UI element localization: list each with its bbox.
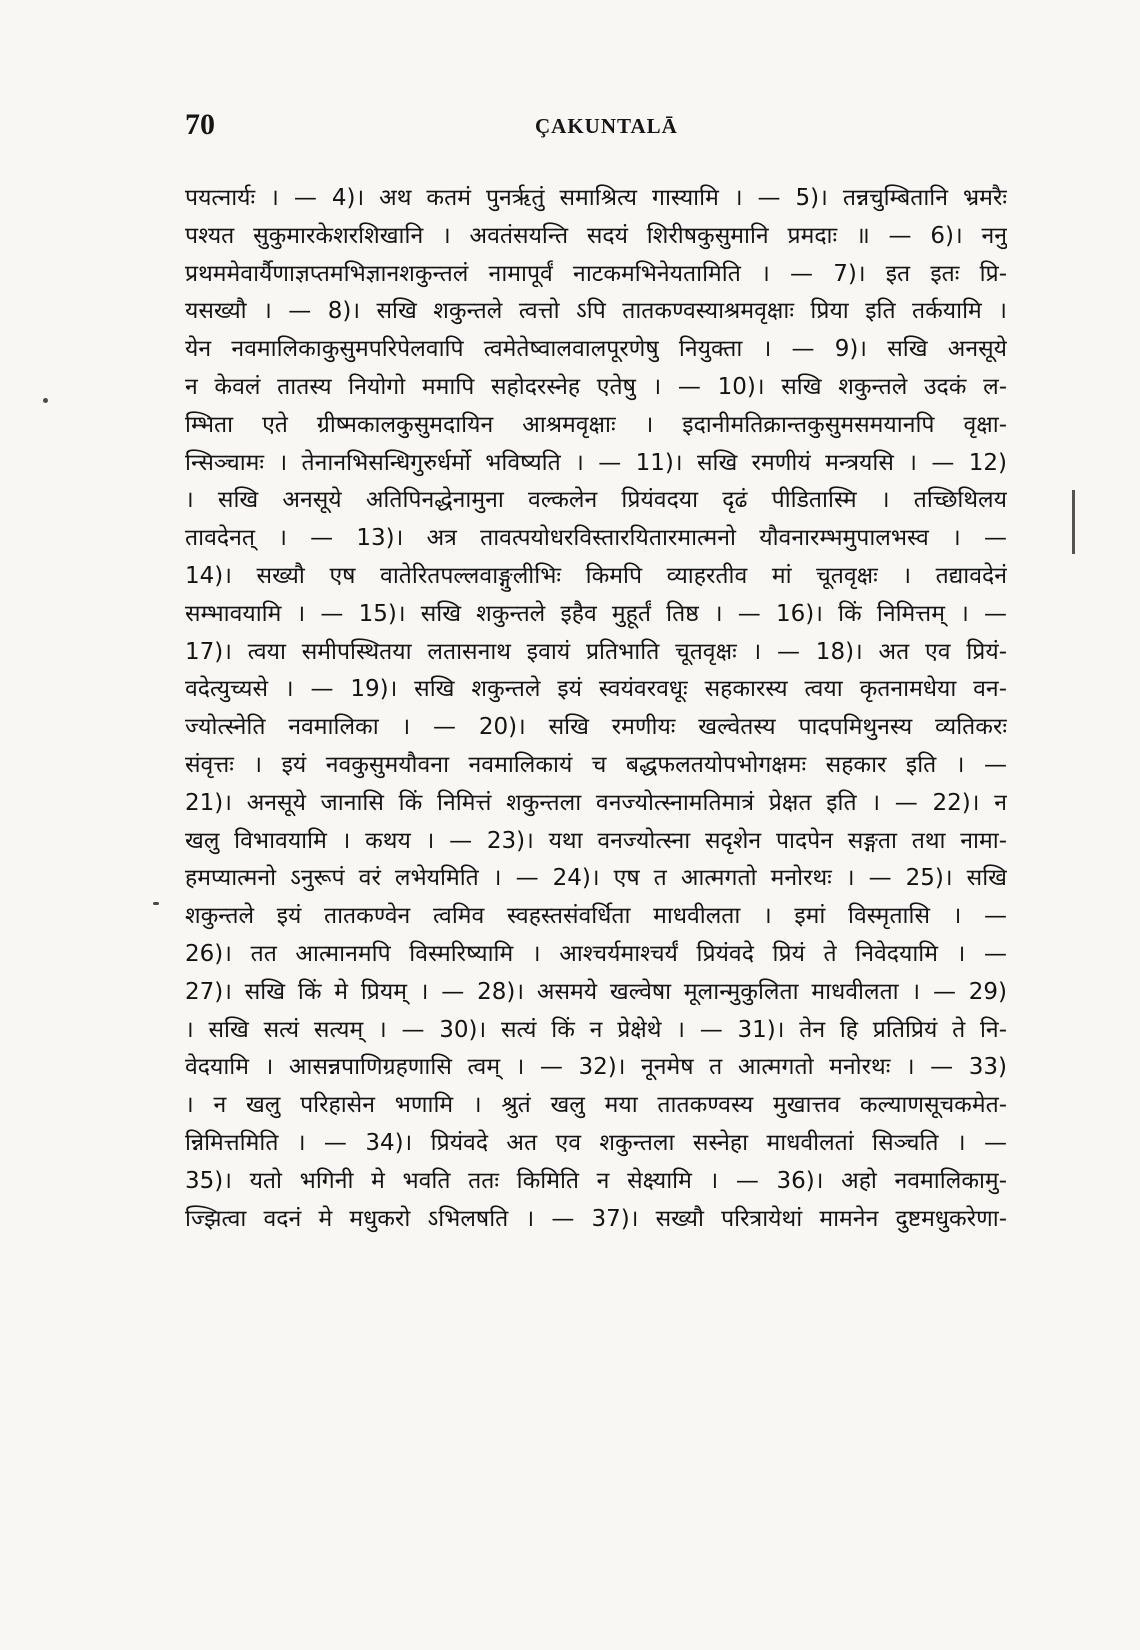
text-line: । न खलु परिहासेन भणामि । श्रुतं खलु मया तातकण्वस्य मुखात्तव कल्याणसूचकमेत- [185,1092,1007,1119]
text-line: 35)। यतो भगिनी मे भवति ततः किमिति न सेक्ष्यामि । — 36)। अहो नवमालिकामु- [185,1167,1007,1194]
text-line: 14)। सख्यौ एष वातेरितपल्लवाङ्गुलीभिः किमपि व्याहरतीव मां चूतवृक्षः । तद्यावदेनं [185,562,1007,589]
text-line: पश्यत सुकुमारकेशरशिखानि । अवतंसयन्ति सदयं शिरीषकुसुमानि प्रमदाः ॥ — 6)। ननु [185,222,1007,249]
scan-speck [43,398,48,403]
text-line: खलु विभावयामि । कथय । — 23)। यथा वनज्योत्स्ना सदृशेन पादपेन सङ्गता तथा नामा- [185,827,1007,854]
text-line: येन नवमालिकाकुसुमपरिपेलवापि त्वमेतेष्वालवालपूरणेषु नियुक्ता । — 9)। सखि अनसूये [185,336,1007,363]
text-line: हमप्यात्मनो ऽनुरूपं वरं लभेयमिति । — 24)। एष त आत्मगतो मनोरथः । — 25)। सखि [185,865,1007,892]
text-line: वेदयामि । आसन्नपाणिग्रहणासि त्वम् । — 32)। नूनमेष त आत्मगतो मनोरथः । — 33) [185,1054,1007,1081]
text-line: 17)। त्वया समीपस्थितया लतासनाथ इवायं प्रतिभाति चूतवृक्षः । — 18)। अत एव प्रियं- [185,638,1007,665]
text-line: न्सिञ्चामः । तेनानभिसन्धिगुरुर्धर्मो भविष्यति । — 11)। सखि रमणीयं मन्त्रयसि । — 12) [185,449,1007,476]
text-line: न केवलं तातस्य नियोगो ममापि सहोदरस्नेह एतेषु । — 10)। सखि शकुन्तले उदकं ल- [185,373,1007,400]
text-line: 26)। तत आत्मानमपि विस्मरिष्यामि । आश्चर्यमाश्चर्यं प्रियंवदे प्रियं ते निवेदयामि । — [185,940,1007,967]
text-line: 27)। सखि किं मे प्रियम् । — 28)। असमये खल्वेषा मूलान्मुकुलिता माधवीलता । — 29) [185,978,1007,1005]
text-line: प्रथममेवार्यैणाज्ञप्तमभिज्ञानशकुन्तलं नामापूर्वं नाटकमभिनेयतामिति । — 7)। इत इतः प्रि- [185,260,1007,287]
sanskrit-text-block [185,180,1007,1238]
text-line: 21)। अनसूये जानासि किं निमित्तं शकुन्तला वनज्योत्स्नामतिमात्रं प्रेक्षत इति । — 22)। न [185,789,1007,816]
scan-edge-mark [1072,490,1075,554]
text-line: तावदेनत् । — 13)। अत्र तावत्पयोधरविस्तारयितारमात्मनो यौवनारम्भमुपालभस्व । — [185,525,1007,552]
text-line: न्निमित्तमिति । — 34)। प्रियंवदे अत एव शकुन्तला सस्नेहा माधवीलतां सिञ्चति । — [185,1129,1007,1156]
text-line: म्भिता एते ग्रीष्मकालकुसुमदायिन आश्रमवृक्षाः । इदानीमतिक्रान्तकुसुमसमयानपि वृक्षा- [185,411,1007,438]
text-line: सम्भावयामि । — 15)। सखि शकुन्तले इहैव मुहूर्तं तिष्ठ । — 16)। किं निमित्तम् । — [185,600,1007,627]
page-number: 70 [185,108,215,141]
running-title: ÇAKUNTALĀ [535,114,678,138]
text-line: संवृत्तः । इयं नवकुसुमयौवना नवमालिकायं च बद्धफलतयोपभोगक्षमः सहकार इति । — [185,751,1007,778]
text-line: । सखि सत्यं सत्यम् । — 30)। सत्यं किं न प्रेक्षेथे । — 31)। तेन हि प्रतिप्रियं ते नि- [185,1016,1007,1043]
text-line: यसख्यौ । — 8)। सखि शकुन्तले त्वत्तो ऽपि तातकण्वस्याश्रमवृक्षाः प्रिया इति तर्कयामि । [185,298,1007,325]
text-line: ज्योत्स्नेति नवमालिका । — 20)। सखि रमणीयः खल्वेतस्य पादपमिथुनस्य व्यतिकरः [185,714,1007,741]
text-line: । सखि अनसूये अतिपिनद्धेनामुना वल्कलेन प्रियंवदया दृढं पीडितास्मि । तच्छिथिलय [185,487,1007,514]
text-line: ज्झित्वा वदनं मे मधुकरो ऽभिलषति । — 37)। सख्यौ परित्रायेथां मामनेन दुष्टमधुकरेणा- [185,1205,1007,1232]
text-line: शकुन्तले इयं तातकण्वेन त्वमिव स्वहस्तसंवर्धिता माधवीलता । इमां विस्मृतासि । — [185,903,1007,930]
text-line: वदेत्युच्यसे । — 19)। सखि शकुन्तले इयं स्वयंवरवधूः सहकारस्य त्वया कृतनामधेया वन- [185,676,1007,703]
text-line: पयत्नार्यः । — 4)। अथ कतमं पुनर्ऋतुं समाश्रित्य गास्यामि । — 5)। तन्नचुम्बितानि भ्रमरैः [185,185,1007,211]
scan-speck [153,902,159,905]
page-header [185,108,995,148]
